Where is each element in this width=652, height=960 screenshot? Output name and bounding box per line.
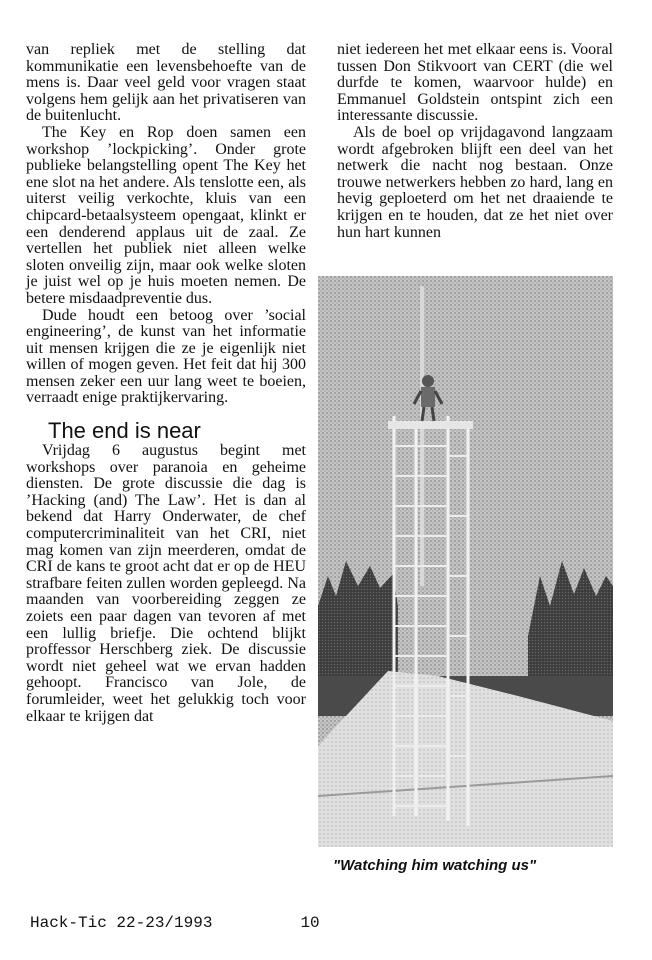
- left-paragraph-1: van repliek met de stelling dat kommunikatie een levensbehoefte van de mens is. Daar veel geld voor vragen staat volgens hem gelijk aan het privatiseren van de buitenlucht.: [26, 41, 306, 125]
- right-paragraph-1: niet iedereen het met elkaar eens is. Vooral tussen Don Stikvoort van CERT (die wel durfde te komen, waarvoor hulde) en Emmanuel Goldstein ontspint zich een interessante discussie.: [337, 41, 613, 125]
- magazine-issue: Hack-Tic 22-23/1993: [30, 914, 213, 932]
- antenna-mast: [420, 286, 424, 586]
- left-paragraph-4: Vrijdag 6 augustus begint met workshops over paranoia en geheime diensten. De grote discussie die dag is ’Hacking (and) The Law’. Het is dan al bekend dat Harry Onderwater, de chef computercriminaliteit van het CRI, niet mag komen van zijn meerderen, omdat de CRI de kans te groot acht dat er op de HEU strafbare feiten zullen worden gepleegd. Na maanden van voorbereiding zeggen ze zoiets een paar dagen van tevoren af met een lullig briefje. Die ochtend blijkt proffessor Herschberg ziek. De discussie wordt niet geheel wat we ervan hadden gehoopt. Francisco van Jole, de forumleider, weet het gelukkig toch voor elkaar te krijgen dat: [26, 442, 306, 725]
- page-number: 10: [300, 914, 320, 932]
- scaffold-photo-illustration: [318, 276, 613, 847]
- right-column: [337, 42, 613, 241]
- photo-caption: "Watching him watching us": [333, 857, 537, 874]
- left-paragraph-2: The Key en Rop doen samen een workshop ’lockpicking’. Onder grote publieke belangstelling opent The Key het ene slot na het andere. Als tenslotte een, als uiterst veilig verkochte, kluis van een chipcard-betaalsysteem opengaat, klinkt er een denderend applaus uit de zaal. Ze vertellen het publiek niet alleen welke sloten onveilig zijn, maar ook welke sloten je juist wel op je huis moeten nemen. De betere misdaadpreventie dus.: [26, 123, 306, 307]
- page-footer: [30, 914, 320, 932]
- scaffold-platform: [388, 421, 473, 429]
- left-column: [26, 42, 306, 725]
- scaffold-photo: [318, 276, 613, 847]
- right-paragraph-2: Als de boel op vrijdagavond langzaam wordt afgebroken blijft een deel van het netwerk die nacht nog bestaan. Onze trouwe netwerkers hebben zo hard, lang en hevig geploeterd om het net draaiende te krijgen en te houden, dat ze het niet over hun hart kunnen: [337, 123, 613, 241]
- left-paragraph-3: Dude houdt een betoog over ’social engineering’, de kunst van het informatie uit mensen krijgen die ze je eigenlijk niet willen of mogen geven. Het feit dat hij 300 mensen zeker een uur lang weet te boeien, verraadt enige praktijkervaring.: [26, 306, 306, 407]
- section-heading: The end is near: [48, 418, 201, 444]
